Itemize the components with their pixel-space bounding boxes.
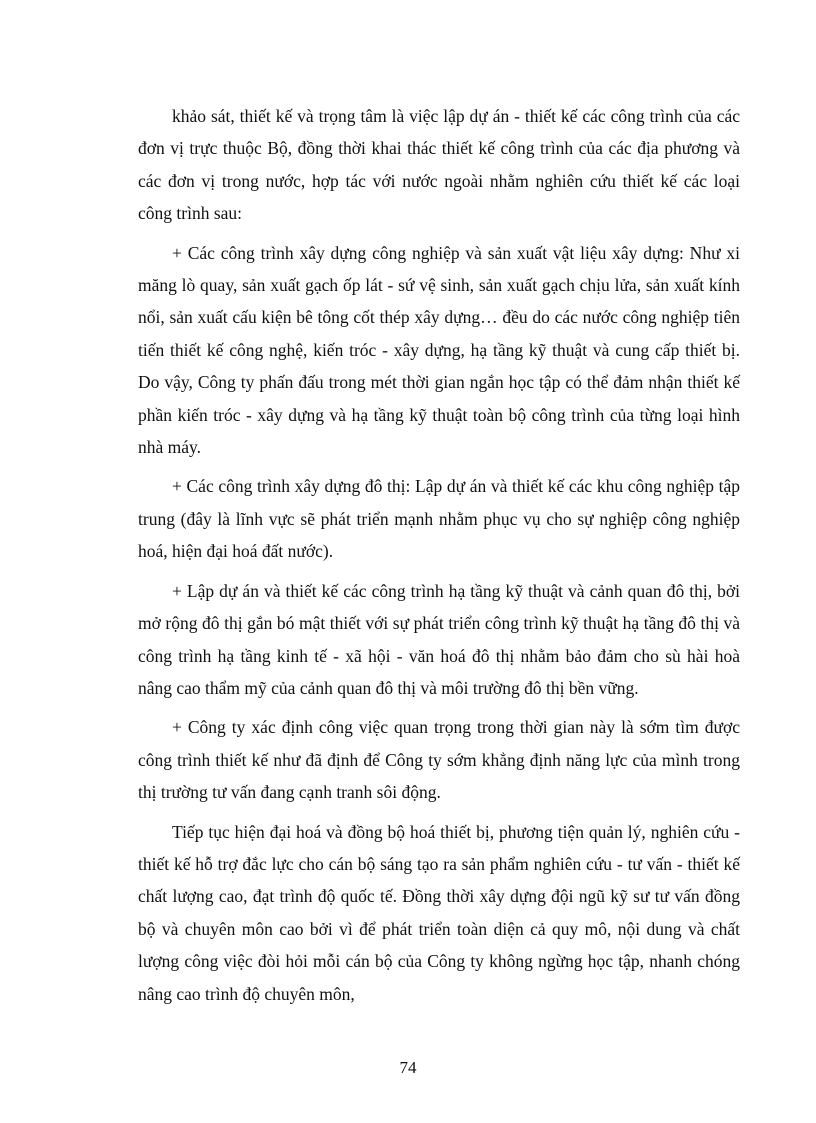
page-number: 74 xyxy=(399,1058,417,1077)
paragraph-2: + Các công trình xây dựng công nghiệp và sản xuất vật liệu xây dựng: Như xi măng lò quay, sản xuất gạch ốp lát - sứ vệ sinh, sản xuất gạch chịu lửa, sản xuất kính nổi, sản xuất cấu kiện bê tông cốt thép xây dựng… đều do các nước công nghiệp tiên tiến thiết kế công nghệ, kiến tróc - xây dựng, hạ tầng kỹ thuật và cung cấp thiết bị. Do vậy, Công ty phấn đấu trong mét thời gian ngắn học tập có thể đảm nhận thiết kế phần kiến tróc - xây dựng và hạ tầng kỹ thuật toàn bộ công trình của từng loại hình nhà máy. xyxy=(138,242,740,458)
paragraph-1: khảo sát, thiết kế và trọng tâm là việc lập dự án - thiết kế các công trình của các đơn vị trực thuộc Bộ, đồng thời khai thác thiết kế công trình của các địa phương và các đơn vị trong nước, hợp tác với nước ngoài nhằm nghiên cứu thiết kế các loại công trình sau: xyxy=(138,106,740,224)
body-text xyxy=(138,100,740,1017)
paragraph-4: + Lập dự án và thiết kế các công trình hạ tầng kỹ thuật và cảnh quan đô thị, bởi mở rộng đô thị gắn bó mật thiết với sự phát triển công trình kỹ thuật hạ tầng đô thị và công trình hạ tầng kinh tế - xã hội - văn hoá đô thị nhằm bảo đảm cho sù hài hoà nâng cao thẩm mỹ của cảnh quan đô thị và môi trường đô thị bền vững. xyxy=(138,580,740,698)
paragraph-6: Tiếp tục hiện đại hoá và đồng bộ hoá thiết bị, phương tiện quản lý, nghiên cứu - thiết kế hỗ trợ đắc lực cho cán bộ sáng tạo ra sản phẩm nghiên cứu - tư vấn - thiết kế chất lượng cao, đạt trình độ quốc tế. Đồng thời xây dựng đội ngũ kỹ sư tư vấn đồng bộ và chuyên môn cao bởi vì để phát triển toàn diện cả quy mô, nội dung và chất lượng công việc đòi hỏi mỗi cán bộ của Công ty không ngừng học tập, nhanh chóng nâng cao trình độ chuyên môn, xyxy=(138,821,740,1004)
paragraph-5: + Công ty xác định công việc quan trọng trong thời gian này là sớm tìm được công trình thiết kế như đã định để Công ty sớm khẳng định năng lực của mình trong thị trường tư vấn đang cạnh tranh sôi động. xyxy=(138,717,740,803)
paragraph-3: + Các công trình xây dựng đô thị: Lập dự án và thiết kế các khu công nghiệp tập trung (đây là lĩnh vực sẽ phát triển mạnh nhằm phục vụ cho sự nghiệp công nghiệp hoá, hiện đại hoá đất nước). xyxy=(138,476,740,562)
